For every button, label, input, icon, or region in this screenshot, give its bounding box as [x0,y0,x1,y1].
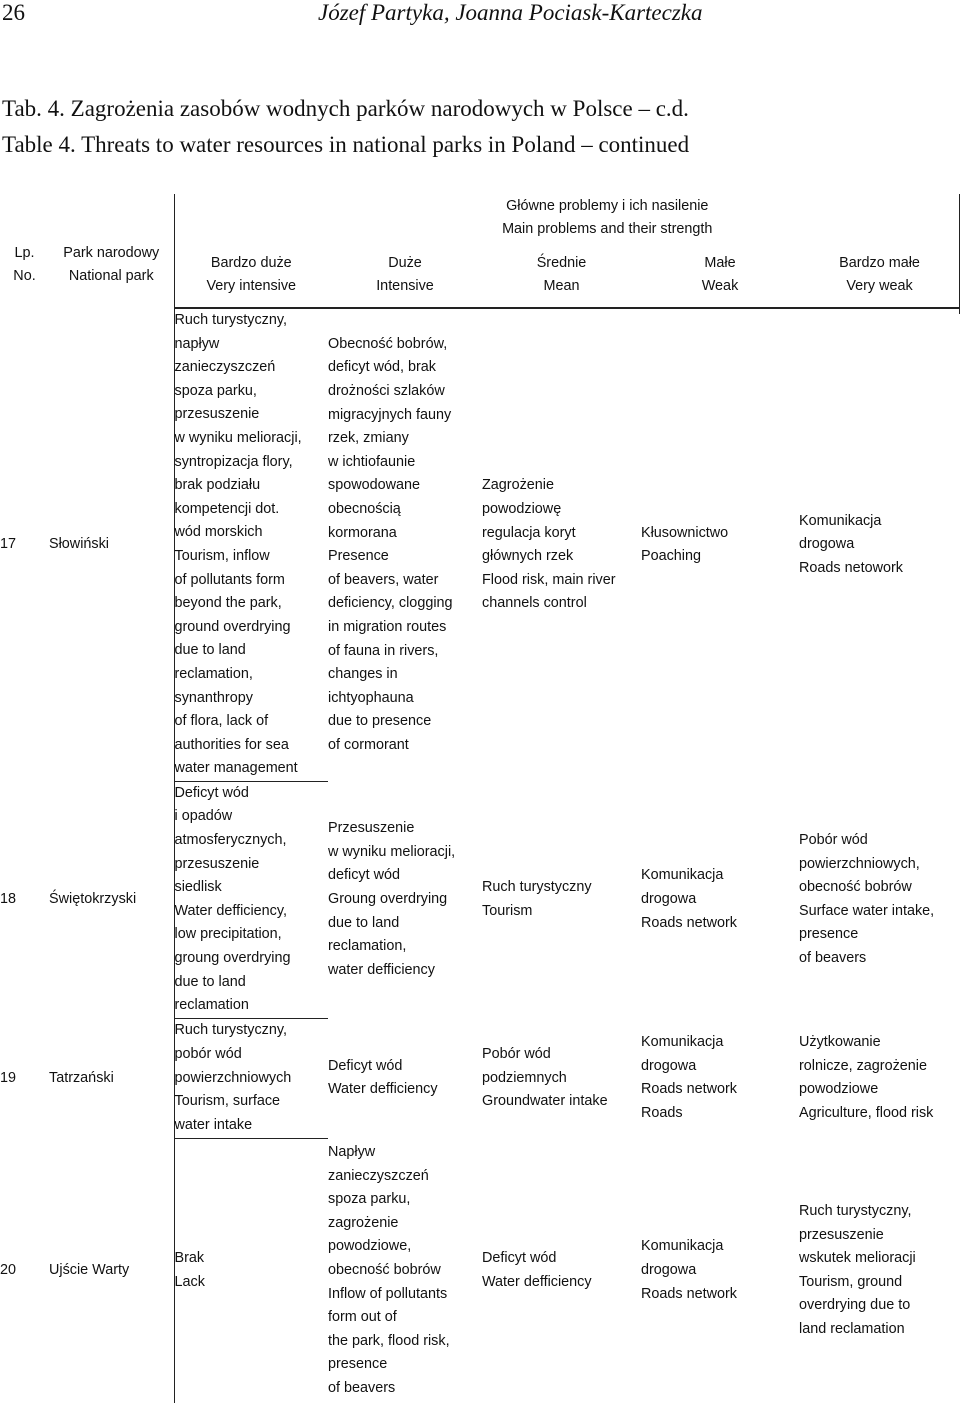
row-number: 17 [0,308,49,781]
page-number: 26 [2,0,25,26]
intensive-cell: Deficyt wód Water defficiency [328,1018,482,1138]
table-row [0,781,960,1018]
mean-cell: Ruch turystyczny Tourism [482,781,641,1018]
intensive-cell: Przesuszenie w wyniku melioracji, deficyt wód Groung overdrying due to land reclamation, water defficiency [328,781,482,1018]
park-name: Ujście Warty [49,1138,174,1403]
table-row [0,1018,960,1138]
very-weak-cell: Pobór wód powierzchniowych, obecność bobrów Surface water intake, presence of beavers [799,781,960,1018]
header-mean: Średnie Mean [482,242,641,308]
very-intensive-cell: Brak Lack [174,1138,328,1403]
header-very-intensive: Bardzo duże Very intensive [174,242,328,308]
header-lp: Lp. No. [0,194,49,308]
threats-table [0,194,960,1403]
weak-cell: Kłusownictwo Poaching [641,308,799,781]
row-number: 20 [0,1138,49,1403]
intensive-cell: Napływ zanieczyszczeń spoza parku, zagrożenie powodziowe, obecność bobrów Inflow of pollutants form out of the park, flood risk, presence of beavers [328,1138,482,1403]
park-name: Słowiński [49,308,174,781]
park-name: Świętokrzyski [49,781,174,1018]
very-intensive-cell: Ruch turystyczny, pobór wód powierzchniowych Tourism, surface water intake [174,1018,328,1138]
table-row [0,1138,960,1403]
mean-cell: Deficyt wód Water defficiency [482,1138,641,1403]
very-weak-cell: Komunikacja drogowa Roads netowork [799,308,960,781]
very-intensive-text: Ruch turystyczny, napływ zanieczyszczeń spoza parku, przesuszenie w wyniku melioracji, syntropizacja flory, brak podziału kompetencji dot. wód morskich Tourism, inflow of pollutants form beyond the park, ground overdrying due to land reclamation, synanthropy of flora, lack of authorities for sea water management [175,312,302,776]
very-weak-cell: Użytkowanie rolnicze, zagrożenie powodziowe Agriculture, flood risk [799,1018,960,1138]
mean-cell: Zagrożenie powodziowę regulacja koryt głównych rzek Flood risk, main river channels control [482,308,641,781]
very-weak-cell: Ruch turystyczny, przesuszenie wskutek melioracji Tourism, ground overdrying due to land reclamation [799,1138,960,1403]
weak-cell: Komunikacja drogowa Roads network [641,1138,799,1403]
header-very-weak: Bardzo małe Very weak [799,242,960,308]
table-caption-polish: Tab. 4. Zagrożenia zasobów wodnych parków narodowych w Polsce – c.d. [2,96,689,122]
park-name: Tatrzański [49,1018,174,1138]
table-caption-english: Table 4. Threats to water resources in national parks in Poland – continued [2,132,689,158]
weak-cell: Komunikacja drogowa Roads network Roads [641,1018,799,1138]
running-header [0,0,960,30]
header-main-problems: Główne problemy i ich nasilenie Main problems and their strength [174,194,960,242]
authors: Józef Partyka, Joanna Pociask-Karteczka [318,0,703,26]
header-weak: Małe Weak [641,242,799,308]
header-intensive: Duże Intensive [328,242,482,308]
intensive-cell: Obecność bobrów, deficyt wód, brak drożności szlaków migracyjnych fauny rzek, zmiany w ichtiofaunie spowodowane obecnością kormorana Presence of beavers, water deficiency, clogging in migration routes of fauna in rivers, changes in ichtyophauna due to presence of cormorant [328,308,482,781]
very-intensive-cell [174,308,328,781]
row-number: 18 [0,781,49,1018]
mean-cell: Pobór wód podziemnych Groundwater intake [482,1018,641,1138]
very-intensive-cell: Deficyt wód i opadów atmosferycznych, przesuszenie siedlisk Water defficiency, low precipitation, groung overdrying due to land reclamation [174,781,328,1018]
table-row [0,308,960,781]
header-park: Park narodowy National park [49,194,174,308]
weak-cell: Komunikacja drogowa Roads network [641,781,799,1018]
row-number: 19 [0,1018,49,1138]
